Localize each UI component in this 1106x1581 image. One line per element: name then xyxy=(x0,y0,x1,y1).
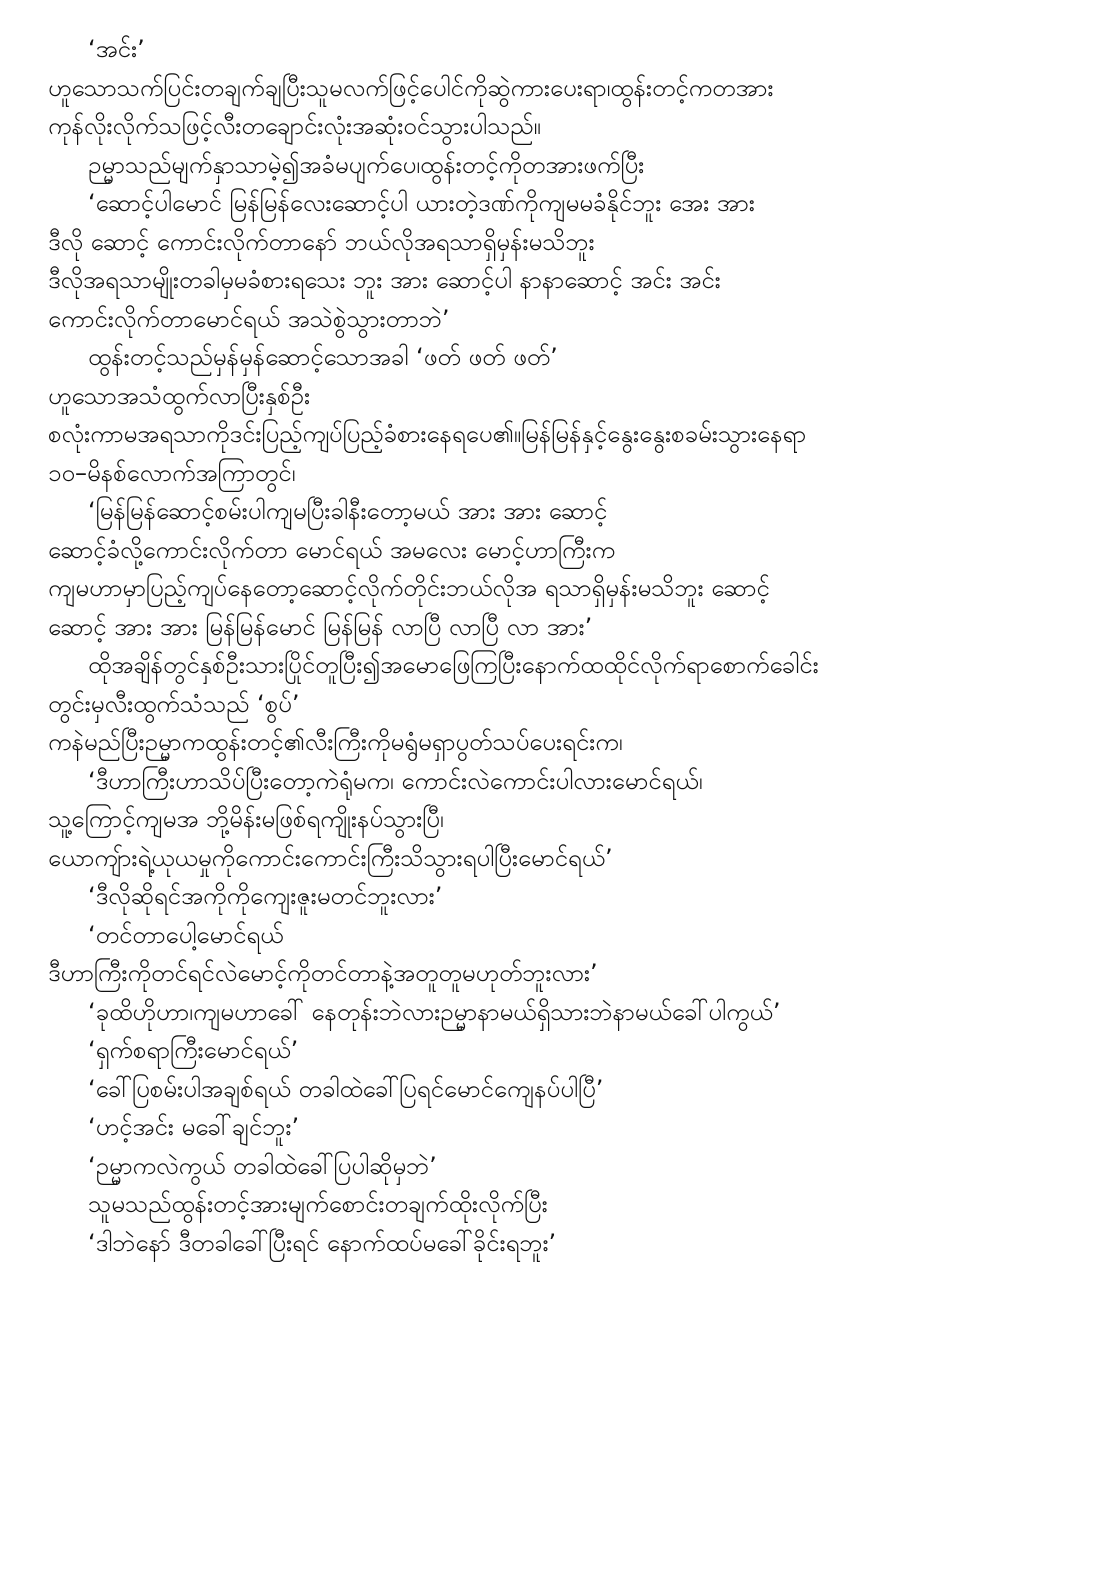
text-line: ထွန်းတင့်သည်မှန်မှန်ဆောင့်သောအခါ ‘ဖတ် ဖတ် ဖတ်’ xyxy=(88,343,558,371)
text-line: ကျမဟာမှာပြည့်ကျပ်နေတော့ဆောင့်လိုက်တိုင်းဘယ်လိုအ ရသာရှိမှန်းမသိဘူး ဆောင့် xyxy=(48,574,770,602)
text-line: စလုံးကာမအရသာကိုဒင်းပြည့်ကျပ်ပြည့်ခံစားနေရပေ၏။မြန်မြန်နှင့်နွေးနွေးစခမ်းသွားနေရာ xyxy=(48,420,807,448)
text-line: ဟူသောအသံထွက်လာပြီးနှစ်ဦး xyxy=(48,381,311,410)
text-line: ‘တင်တာပေါ့မောင်ရယ် xyxy=(88,920,284,949)
text-line: ‘ဉမ္မာကလဲကွယ် တခါထဲခေါ်ပြပါဆိုမှဘဲ’ xyxy=(88,1151,437,1180)
text-line: သူ့ကြောင့်ကျမအ ဘို့မိန်းမဖြစ်ရကျိုးနပ်သွားပြီ၊ xyxy=(48,805,444,833)
text-line: ‘ဆောင့်ပါမောင် မြန်မြန်လေးဆောင့်ပါ ယားတဲ့ဒဏ်ကိုကျမမခံနိုင်ဘူး အေး အား xyxy=(88,189,755,217)
text-line: တွင်းမှလီးထွက်သံသည် ‘စွပ်’ xyxy=(48,689,300,718)
text-line: သူမသည်ထွန်းတင့်အားမျက်စောင်းတချက်ထိုးလိုက်ပြီး xyxy=(88,1190,548,1218)
text-line: ဒီလို ဆောင့် ကောင်းလိုက်တာနော် ဘယ်လိုအရသာရှိမှန်းမသိဘူး xyxy=(48,227,595,256)
text-line: ဉမ္မာသည်မျက်နှာသာမဲ့၍အခံမပျက်ပေ၊ထွန်းတင့်ကိုတအားဖက်ပြီး xyxy=(88,150,645,179)
text-line: ဒီလိုအရသာမျိုးတခါမှမခံစားရသေး ဘူး အား ဆောင့်ပါ နာနာဆောင့် အင်း အင်း xyxy=(48,266,721,294)
text-line: ဟူသောသက်ပြင်းတချက်ချပြီးသူမလက်ဖြင့်ပေါင်ကိုဆွဲကားပေးရာ၊ထွန်းတင့်ကတအား xyxy=(48,73,774,102)
text-line: ‘ခုထိဟိုဟာ၊ကျမဟာခေါ် နေတုန်းဘဲလားဉမ္မာနာမယ်ရှိသားဘဲနာမယ်ခေါ်ပါကွယ်’ xyxy=(88,997,781,1026)
text-line: ‘အင်း’ xyxy=(88,35,145,63)
text-line: ‘ဒီလိုဆိုရင်အကိုကိုကျေးဇူးမတင်ဘူးလား’ xyxy=(88,882,443,910)
text-line: ကောင်းလိုက်တာမောင်ရယ် အသဲစွဲသွားတာဘဲ’ xyxy=(48,304,450,333)
text-line: ‘ဒီဟာကြီးဟာသိပ်ပြီးတော့ကဲရုံမက၊ ကောင်းလဲကောင်းပါလားမောင်ရယ်၊ xyxy=(88,766,703,795)
text-line: ယောကျ်ားရဲ့ယုယမှုကိုကောင်းကောင်းကြီးသိသွားရပါပြီးမောင်ရယ်’ xyxy=(48,843,613,872)
text-line: ‘ရှက်စရာကြီးမောင်ရယ်’ xyxy=(88,1036,299,1064)
text-line: ကုန်လိုးလိုက်သဖြင့်လီးတချောင်းလုံးအဆုံးဝင်သွားပါသည်။ xyxy=(48,112,541,140)
text-line: ထိုအချိန်တွင်နှစ်ဦးသားပြိုင်တူပြီး၍အမောဖြေကြပြီးနောက်ထထိုင်လိုက်ရာစောက်ခေါင်း xyxy=(88,651,819,679)
text-line: ၁၀–မိနစ်လောက်အကြာတွင်၊ xyxy=(48,458,296,487)
text-line: ‘မြန်မြန်ဆောင့်စမ်းပါကျမပြီးခါနီးတော့မယ် အား အား ဆောင့် xyxy=(88,497,608,525)
text-line: ဒီဟာကြီးကိုတင်ရင်လဲမောင့်ကိုတင်တာနဲ့အတူတူမဟုတ်ဘူးလား’ xyxy=(48,959,598,987)
text-line: ‘ခေါ်ပြစမ်းပါအချစ်ရယ် တခါထဲခေါ်ပြရင်မောင်ကျေနပ်ပါပြီ’ xyxy=(88,1074,604,1103)
text-line: ‘ဟင့်အင်း မခေါ်ချင်ဘူး’ xyxy=(88,1113,300,1141)
text-line: ဆောင့်ခံလို့ကောင်းလိုက်တာ မောင်ရယ် အမလေး မောင့်ဟာကြီးက xyxy=(48,535,616,564)
text-line: ‘ဒါဘဲနော် ဒီတခါခေါ်ပြီးရင် နောက်ထပ်မခေါ်ခိုင်းရဘူး’ xyxy=(88,1228,557,1257)
text-line: ဆောင့် အား အား မြန်မြန်မောင် မြန်မြန် လာပြီ လာပြီ လာ အား’ xyxy=(48,612,593,641)
text-line: ကနဲမည်ပြီးဉမ္မာကထွန်းတင့်၏လီးကြီးကိုမရွံမရှာပွတ်သပ်ပေးရင်းက၊ xyxy=(48,728,623,756)
document-page xyxy=(48,30,1058,1262)
